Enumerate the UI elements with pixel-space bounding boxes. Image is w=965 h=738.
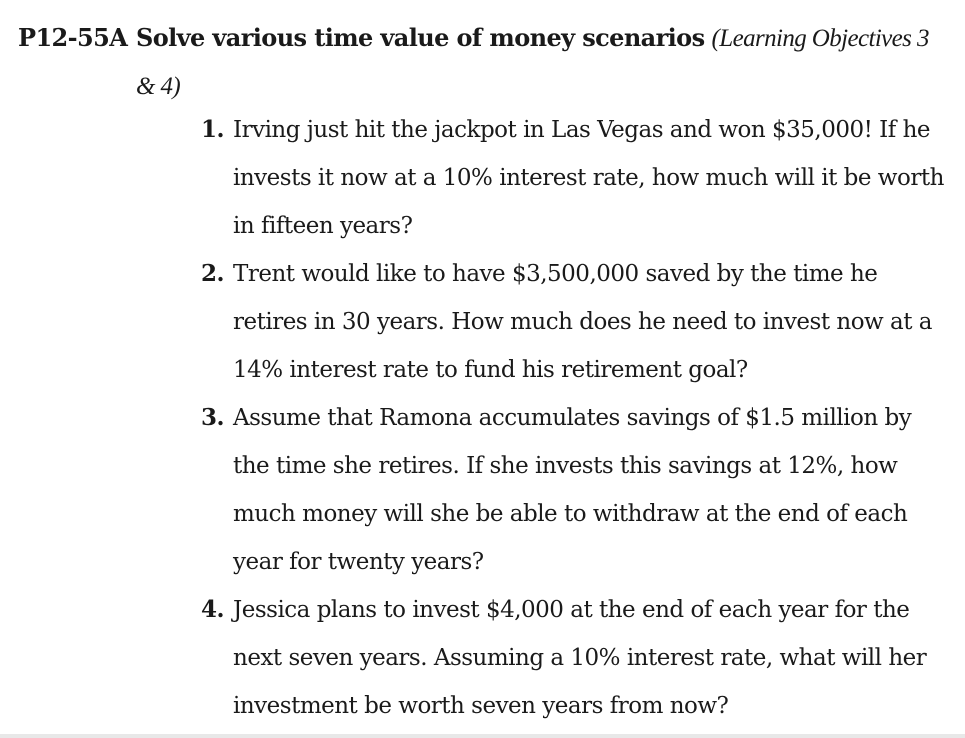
problem-item (201, 106, 946, 250)
problem-code: P12-55A (18, 23, 128, 52)
item-number: 3. (201, 404, 225, 431)
item-text: Trent would like to have $3,500,000 saved by the time he retires in 30 years. How much does he need to invest now at a 14% interest rate to fund his retirement goal? (233, 261, 933, 383)
learning-objectives-reference-continued: & 4) (136, 73, 181, 100)
item-number: 4. (201, 596, 225, 623)
item-number: 1. (201, 116, 225, 143)
problem-item (201, 250, 946, 394)
problem-heading (18, 14, 953, 111)
learning-objectives-reference: (Learning Objectives 3 (711, 25, 929, 52)
item-number: 2. (201, 260, 225, 287)
item-text: Jessica plans to invest $4,000 at the end of each year for the next seven years. Assuming a 10% interest rate, what will her investment be worth seven years from now? (233, 597, 927, 719)
item-text: Assume that Ramona accumulates savings of $1.5 million by the time she retires. If she invests this savings at 12%, how much money will she be able to withdraw at the end of each year for twenty years? (233, 405, 912, 575)
problem-item (201, 394, 946, 586)
item-text: Irving just hit the jackpot in Las Vegas and won $35,000! If he invests it now at a 10% interest rate, how much will it be worth in fifteen years? (233, 117, 944, 239)
problem-item (201, 586, 946, 730)
problem-items-list (201, 106, 946, 730)
problem-title: Solve various time value of money scenarios (136, 23, 705, 52)
page-bottom-edge (0, 734, 965, 738)
